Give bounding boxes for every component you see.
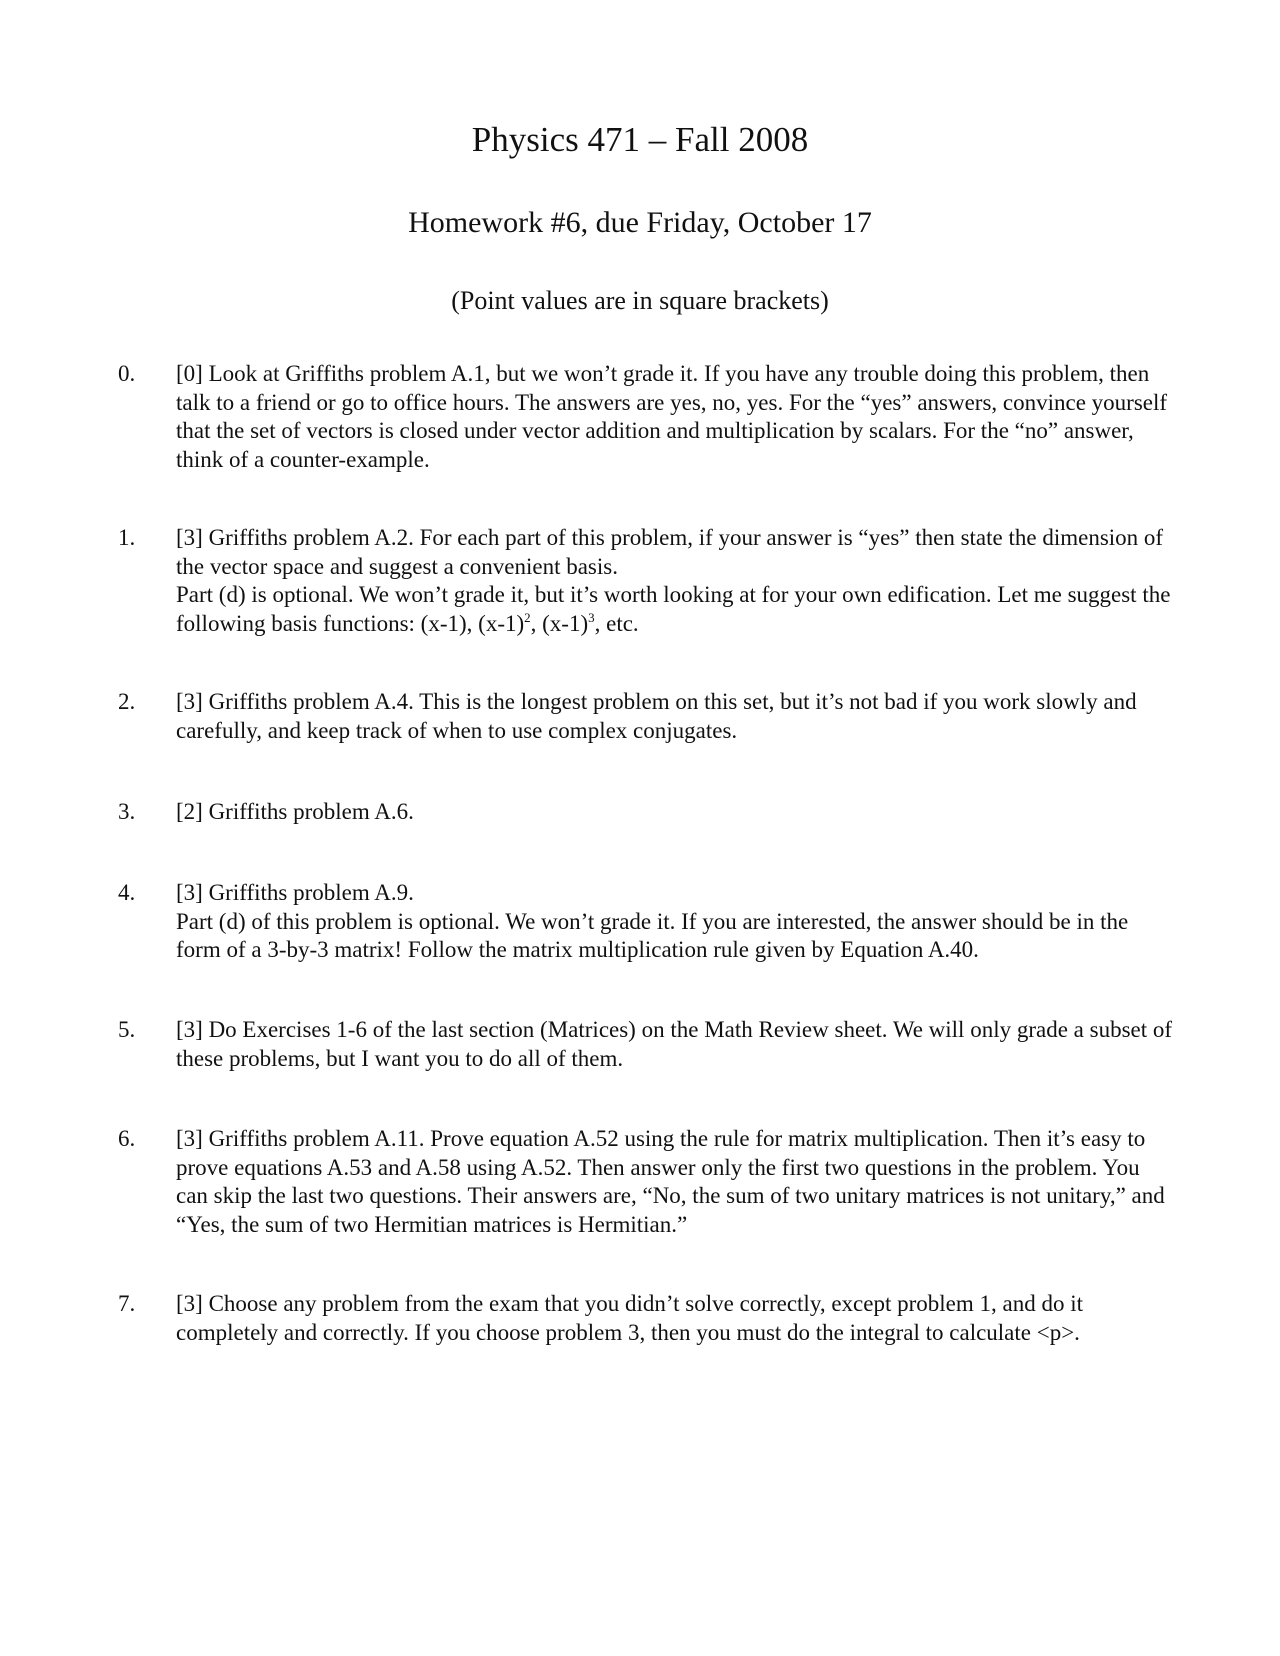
problem-text	[176, 1016, 1176, 1073]
problem-paragraph: [3] Griffiths problem A.11. Prove equation A.52 using the rule for matrix multiplication. Then it’s easy to prove equations A.53 and A.58 using A.52. Then answer only the first two questions in the problem. You can skip the last two questions. Their answers are, “No, the sum of two unitary matrices is not unitary,” and “Yes, the sum of two Hermitian matrices is Hermitian.”	[176, 1126, 1165, 1237]
problem-number: 6.	[118, 1126, 136, 1151]
problem-text	[176, 1290, 1176, 1347]
problem-number: 7.	[118, 1291, 136, 1316]
problem-text	[176, 879, 1176, 965]
problem-number: 0.	[118, 361, 136, 386]
problem-number: 5.	[118, 1017, 136, 1042]
problem-paragraph: [0] Look at Griffiths problem A.1, but we won’t grade it. If you have any trouble doing this problem, then talk to a friend or go to office hours. The answers are yes, no, yes. For the “yes” answers, convince yourself that the set of vectors is closed under vector addition and multiplication by scalars. For the “no” answer, think of a counter-example.	[176, 361, 1168, 472]
problem-paragraph: [2] Griffiths problem A.6.	[176, 799, 414, 824]
problem-number: 1.	[118, 525, 136, 550]
problem-paragraph-optional	[176, 581, 1176, 638]
problem-text	[176, 360, 1176, 474]
problem-paragraph: [3] Choose any problem from the exam that you didn’t solve correctly, except problem 1, and do it completely and correctly. If you choose problem 3, then you must do the integral to calculate <p>.	[176, 1291, 1083, 1345]
problem-paragraph: [3] Griffiths problem A.2. For each part of this problem, if your answer is “yes” then state the dimension of the vector space and suggest a convenient basis.	[176, 525, 1164, 579]
page-subtitle: Homework #6, due Friday, October 17	[408, 206, 872, 239]
problem-text	[176, 798, 1176, 827]
page-title: Physics 471 – Fall 2008	[471, 120, 809, 159]
problem-text	[176, 1125, 1176, 1239]
problem-paragraph-optional: Part (d) of this problem is optional. We won’t grade it. If you are interested, the answer should be in the form of a 3-by-3 matrix! Follow the matrix multiplication rule given by Equation A.40.	[176, 908, 1129, 962]
basis-text-mid: , (x-1)	[530, 610, 589, 636]
problem-number: 3.	[118, 799, 136, 824]
basis-text-end: , etc.	[594, 610, 639, 636]
problem-text	[176, 688, 1176, 745]
exponent-2: 2	[524, 609, 531, 625]
point-values-note: (Point values are in square brackets)	[451, 286, 829, 315]
problem-number: 4.	[118, 880, 136, 905]
problem-text	[176, 524, 1176, 638]
problem-paragraph: [3] Do Exercises 1-6 of the last section (Matrices) on the Math Review sheet. We will only grade a subset of these problems, but I want you to do all of them.	[176, 1017, 1173, 1071]
basis-text: Part (d) is optional. We won’t grade it, but it’s worth looking at for your own edification. Let me suggest the following basis functions: (x-1), (x-1)	[176, 582, 1171, 636]
problem-paragraph: [3] Griffiths problem A.9.	[176, 880, 414, 905]
problem-paragraph: [3] Griffiths problem A.4. This is the longest problem on this set, but it’s not bad if you work slowly and carefully, and keep track of when to use complex conjugates.	[176, 689, 1137, 743]
exponent-3: 3	[588, 609, 595, 625]
problem-number: 2.	[118, 689, 136, 714]
